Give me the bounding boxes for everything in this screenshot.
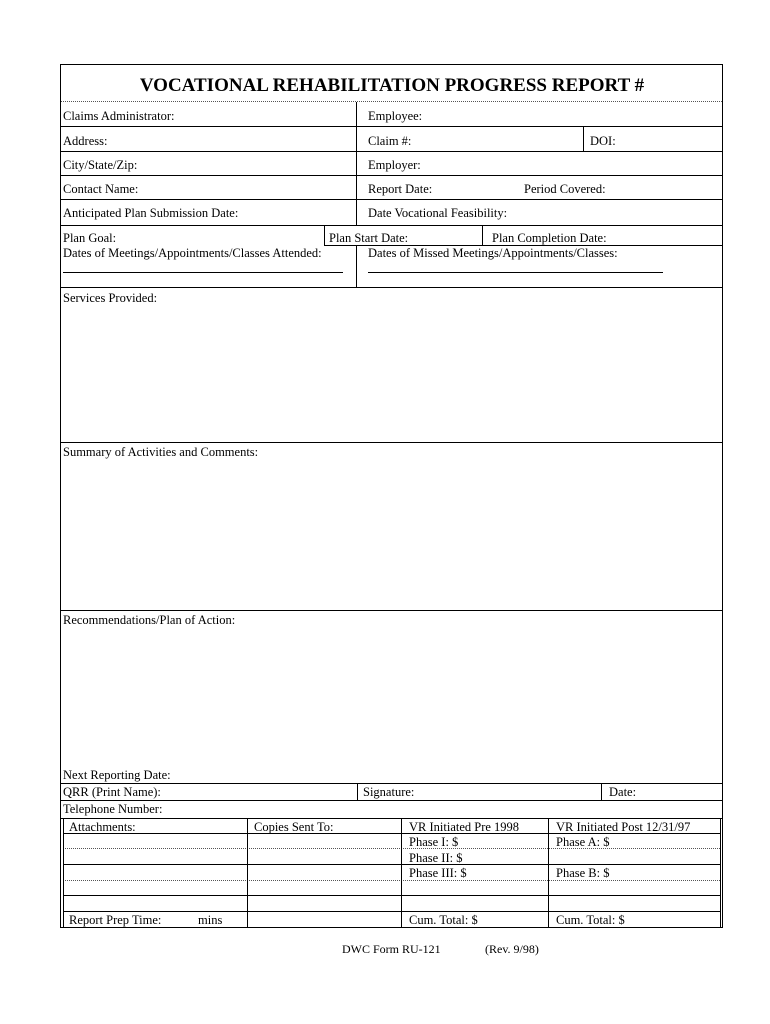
address-field[interactable]: Address: [63,134,108,148]
divider [583,126,584,151]
revision: (Rev. 9/98) [485,942,539,956]
table-line [548,818,549,928]
table-line [720,818,721,928]
divider [61,101,722,102]
divider [601,783,602,800]
underline [368,272,663,273]
table-line [63,818,64,928]
divider [61,199,723,200]
employee-field[interactable]: Employee: [368,109,423,123]
summary-label: Summary of Activities and Comments: [63,445,259,459]
services-provided-area[interactable] [62,306,722,440]
underline [63,272,343,273]
divider [356,245,357,287]
divider [324,225,325,245]
divider [61,225,723,226]
divider [61,800,723,801]
plan-goal-field[interactable]: Plan Goal: [63,231,117,245]
divider [356,102,357,226]
recommendations-label: Recommendations/Plan of Action: [63,613,236,627]
employer-field[interactable]: Employer: [368,158,421,172]
phase-a-field[interactable]: Phase A: $ [556,835,610,849]
cum-total-post-field[interactable]: Cum. Total: $ [556,913,625,927]
recommendations-area[interactable] [62,628,722,766]
summary-area[interactable] [62,460,722,608]
table-line [401,818,402,928]
table-line [63,911,720,912]
report-date-field[interactable]: Report Date: [368,182,433,196]
attachments-label: Attachments: [69,820,136,834]
divider [61,175,723,176]
dates-attended-field[interactable]: Dates of Meetings/Appointments/Classes Attended: [63,246,322,260]
date-field[interactable]: Date: [609,785,637,799]
phase-2-field[interactable]: Phase II: $ [409,851,463,865]
telephone-field[interactable]: Telephone Number: [63,802,163,816]
divider [61,442,723,443]
dates-missed-field[interactable]: Dates of Missed Meetings/Appointments/Classes: [368,246,618,260]
table-line [63,864,720,865]
next-reporting-date-field[interactable]: Next Reporting Date: [63,768,171,782]
cum-total-pre-field[interactable]: Cum. Total: $ [409,913,478,927]
table-line [63,880,720,881]
contact-name-field[interactable]: Contact Name: [63,182,139,196]
vr-post-1997-label: VR Initiated Post 12/31/97 [556,820,691,834]
claim-number-field[interactable]: Claim #: [368,134,412,148]
services-provided-label: Services Provided: [63,291,158,305]
table-line [63,895,720,896]
phase-1-field[interactable]: Phase I: $ [409,835,459,849]
period-covered-field[interactable]: Period Covered: [524,182,606,196]
signature-field[interactable]: Signature: [363,785,415,799]
divider [61,818,723,819]
doi-field[interactable]: DOI: [590,134,616,148]
city-state-zip-field[interactable]: City/State/Zip: [63,158,138,172]
divider [61,783,723,784]
mins-label: mins [198,913,223,927]
plan-completion-date-field[interactable]: Plan Completion Date: [492,231,607,245]
form-title: VOCATIONAL REHABILITATION PROGRESS REPORT # [139,75,645,96]
phase-b-field[interactable]: Phase B: $ [556,866,610,880]
anticipated-plan-field[interactable]: Anticipated Plan Submission Date: [63,206,239,220]
copies-sent-to-label: Copies Sent To: [254,820,334,834]
divider [482,225,483,245]
divider [61,610,723,611]
divider [61,126,723,127]
divider [61,287,723,288]
qrr-print-name-field[interactable]: QRR (Print Name): [63,785,161,799]
divider [61,151,723,152]
vocational-feasibility-field[interactable]: Date Vocational Feasibility: [368,206,508,220]
table-line [63,848,720,849]
divider [357,783,358,800]
phase-3-field[interactable]: Phase III: $ [409,866,467,880]
plan-start-date-field[interactable]: Plan Start Date: [329,231,409,245]
vr-pre-1998-label: VR Initiated Pre 1998 [409,820,520,834]
table-line [247,818,248,928]
form-number: DWC Form RU-121 [342,942,441,956]
report-prep-time-field[interactable]: Report Prep Time: [69,913,162,927]
claims-administrator-field[interactable]: Claims Administrator: [63,109,175,123]
